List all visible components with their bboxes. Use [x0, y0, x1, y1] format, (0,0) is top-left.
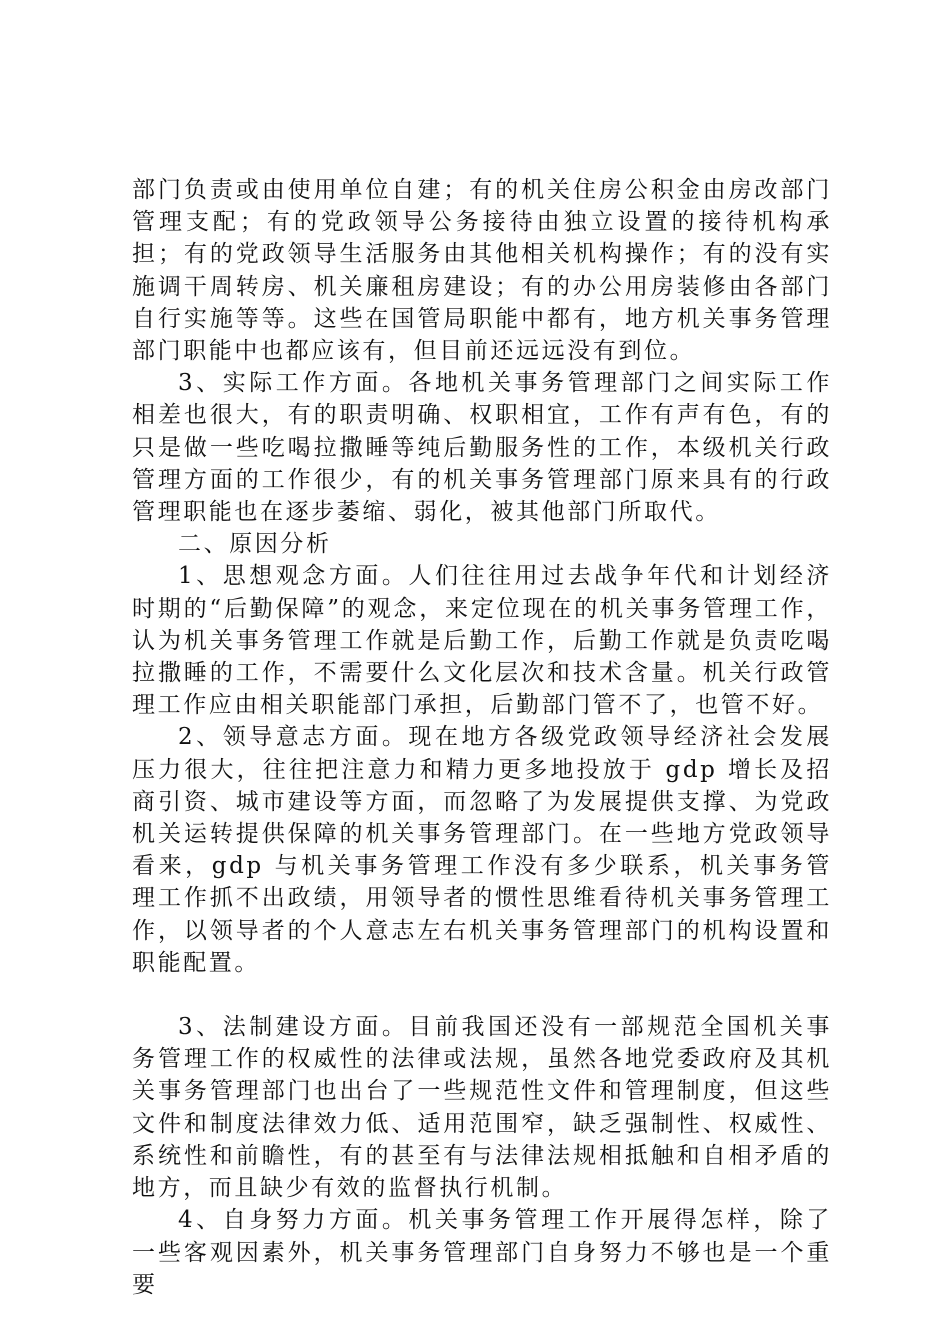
- document-body: [132, 174, 832, 1301]
- paragraph-ideology: 1、思想观念方面。人们往往用过去战争年代和计划经济时期的“后勤保障”的观念，来定位现在的机关事务管理工作，认为机关事务管理工作就是后勤工作，后勤工作就是负责吃喝拉撒睡的工作，不需要什么文化层次和技术含量。机关行政管理工作应由相关职能部门承担，后勤部门管不了，也管不好。: [132, 563, 832, 719]
- section-heading-cause-analysis: 二、原因分析: [178, 531, 332, 558]
- paragraph-practical-work: 3、实际工作方面。各地机关事务管理部门之间实际工作相差也很大，有的职责明确、权职相宜，工作有声有色，有的只是做一些吃喝拉撒睡等纯后勤服务性的工作，本级机关行政管理方面的工作很少，有的机关事务管理部门原来具有的行政管理职能也在逐步萎缩、弱化，被其他部门所取代。: [132, 370, 832, 526]
- paragraph-spacer: [132, 979, 832, 1011]
- paragraph-legal-system: 3、法制建设方面。目前我国还没有一部规范全国机关事务管理工作的权威性的法律或法规，虽然各地党委政府及其机关事务管理部门也出台了一些规范性文件和管理制度，但这些文件和制度法律效力低、适用范围窄，缺乏强制性、权威性、系统性和前瞻性，有的甚至有与法律法规相抵触和自相矛盾的地方，而且缺少有效的监督执行机制。: [132, 1014, 832, 1202]
- paragraph-leadership: 2、领导意志方面。现在地方各级党政领导经济社会发展压力很大，往往把注意力和精力更多地投放于 gdp 增长及招商引资、城市建设等方面，而忽略了为发展提供支撑、为党政机关运转提供保障的机关事务管理部门。在一些地方党政领导看来，gdp 与机关事务管理工作没有多少联系，机关事务管理工作抓不出政绩，用领导者的惯性思维看待机关事务管理工作，以领导者的个人意志左右机关事务管理部门的机构设置和职能配置。: [132, 724, 832, 976]
- paragraph-self-effort: 4、自身努力方面。机关事务管理工作开展得怎样，除了一些客观因素外，机关事务管理部门自身努力不够也是一个重要: [132, 1207, 832, 1298]
- paragraph-functions-gap: 部门负责或由使用单位自建；有的机关住房公积金由房改部门管理支配；有的党政领导公务接待由独立设置的接待机构承担；有的党政领导生活服务由其他相关机构操作；有的没有实施调干周转房、机关廉租房建设；有的办公用房装修由各部门自行实施等等。这些在国管局职能中都有，地方机关事务管理部门职能中也都应该有，但目前还远远没有到位。: [132, 177, 832, 365]
